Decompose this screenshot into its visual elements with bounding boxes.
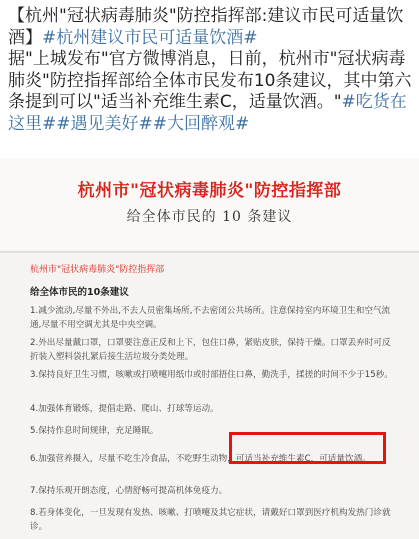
notice-item: 5.保持作息时间规律，充足睡眠。 [30,426,159,436]
notice-title: 杭州市"冠状病毒肺炎"防控指挥部 [77,181,342,201]
topic-link-drinking[interactable]: #杭州建议市民可适量饮酒# [42,27,258,48]
post-body-prefix: 据 [8,49,25,69]
topic-link-beauty[interactable]: #遇见美好# [56,113,153,134]
notice-section-title: 给全体市民的10条建议 [30,287,129,298]
notice-header [0,158,419,250]
notice-item: 4.加强体育锻炼，提倡走路、爬山、打球等运动。 [30,404,219,414]
post-body: 官方微博消息，日前，杭州市"冠状病毒肺炎"防控指挥部给全体市民发布10条建议，其中第六条提到可以"适当补充维生素C，适量饮酒。" [8,49,412,112]
source-mention: "上城发布" [25,49,109,69]
notice-inner-header: 杭州市"冠状病毒肺炎"防控指挥部 [30,265,165,275]
notice-item: 8.若身体变化，一旦发现有发热、咳嗽、打喷嚏及其它症状，请戴好口罩到医疗机构发热门诊就诊。 [30,508,391,532]
topic-link-drunk[interactable]: #大回醉观# [152,113,250,134]
notice-divider [0,251,419,253]
notice-item: 6.加强营养摄入，尽量不吃生冷食品，不吃野生动物，可适当补充维生素C，可适量饮酒。 [30,454,371,464]
notice-body [0,254,419,539]
topic-link-foodie[interactable]: #吃货在这里# [8,92,407,134]
notice-subtitle: 给全体市民的 10 条建议 [126,209,293,225]
notice-image[interactable] [0,158,419,539]
highlight-annotation-box [229,432,386,464]
notice-item: 2.外出尽量戴口罩，口罩要注意正反和上下，包住口鼻，紧贴皮肤，保持干燥。口罩丢弃时可反折装入塑料袋扎紧后接生活垃圾分类处理。 [30,338,391,362]
weibo-post-text [8,6,412,135]
post-headline: 【杭州"冠状病毒肺炎"防控指挥部:建议市民可适量饮酒】 [8,6,404,48]
notice-item: 7.保持乐观开朗态度，心情舒畅可提高机体免疫力。 [30,486,228,496]
notice-item: 3.保持良好卫生习惯，咳嗽或打喷嚏用纸巾或肘部捂住口鼻，勤洗手，揉搓的时间不少于15秒。 [30,370,393,380]
notice-item: 1.减少流动,尽量不外出,不去人员密集场所,不去密闭公共场所。注意保持室内环境卫生和空气流通,尽量不用空调尤其是中央空调。 [30,306,391,330]
